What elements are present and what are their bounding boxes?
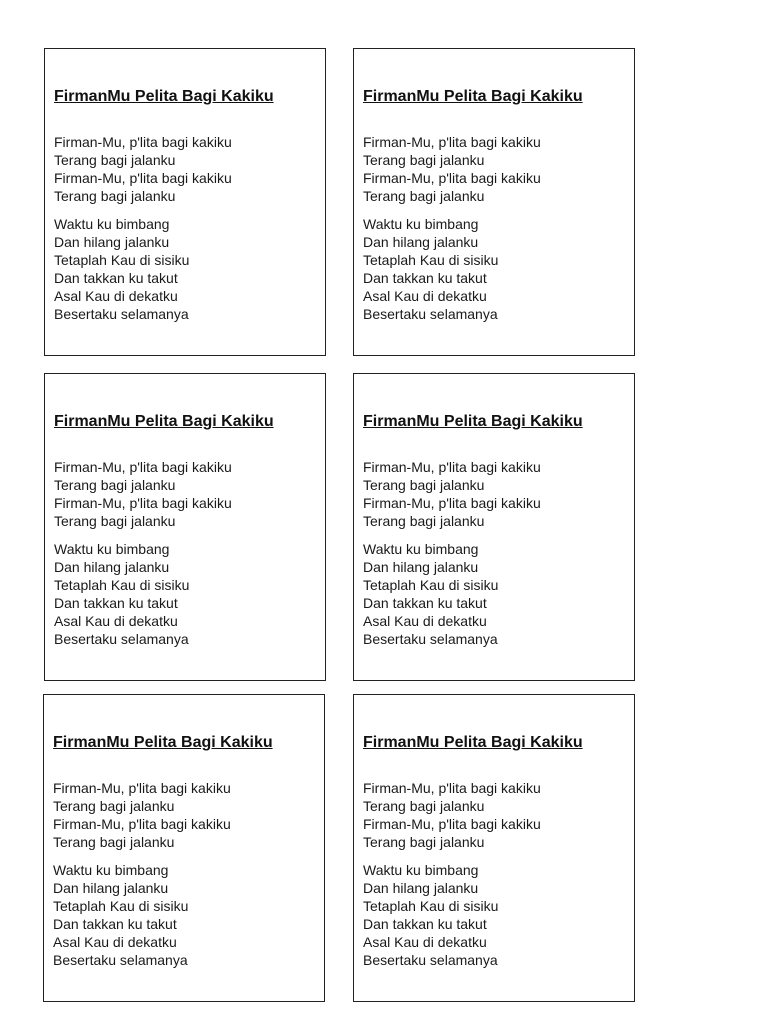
lyric-line: Firman-Mu, p'lita bagi kakiku bbox=[363, 459, 541, 475]
lyric-line: Dan takkan ku takut bbox=[54, 595, 178, 611]
lyric-line: Waktu ku bimbang bbox=[54, 541, 170, 557]
lyric-line: Asal Kau di dekatku bbox=[363, 613, 487, 629]
lyric-line: Terang bagi jalanku bbox=[54, 513, 176, 529]
lyric-line: Dan hilang jalanku bbox=[363, 559, 479, 575]
lyric-line: Waktu ku bimbang bbox=[54, 216, 170, 232]
lyric-line: Tetaplah Kau di sisiku bbox=[54, 577, 190, 593]
lyric-line: Dan hilang jalanku bbox=[54, 234, 170, 250]
stanza-2 bbox=[54, 215, 189, 323]
lyric-line: Firman-Mu, p'lita bagi kakiku bbox=[54, 459, 232, 475]
lyric-line: Dan hilang jalanku bbox=[54, 559, 170, 575]
song-title: FirmanMu Pelita Bagi Kakiku bbox=[363, 734, 583, 751]
lyric-line: Firman-Mu, p'lita bagi kakiku bbox=[363, 780, 541, 796]
stanza-2 bbox=[363, 540, 498, 648]
lyric-line: Besertaku selamanya bbox=[363, 631, 498, 647]
lyric-line: Terang bagi jalanku bbox=[363, 477, 485, 493]
stanza-2 bbox=[54, 540, 189, 648]
lyric-line: Terang bagi jalanku bbox=[363, 152, 485, 168]
lyric-line: Tetaplah Kau di sisiku bbox=[54, 252, 190, 268]
lyric-line: Waktu ku bimbang bbox=[363, 862, 479, 878]
lyric-line: Waktu ku bimbang bbox=[363, 216, 479, 232]
stanza-1 bbox=[363, 779, 541, 851]
stanza-1 bbox=[363, 133, 541, 205]
lyric-line: Terang bagi jalanku bbox=[363, 513, 485, 529]
lyric-line: Firman-Mu, p'lita bagi kakiku bbox=[363, 495, 541, 511]
lyric-line: Terang bagi jalanku bbox=[53, 798, 175, 814]
lyric-line: Tetaplah Kau di sisiku bbox=[363, 252, 499, 268]
lyric-card-3 bbox=[44, 373, 326, 681]
stanza-1 bbox=[363, 458, 541, 530]
lyric-line: Besertaku selamanya bbox=[363, 952, 498, 968]
lyric-line: Asal Kau di dekatku bbox=[54, 288, 178, 304]
lyric-line: Asal Kau di dekatku bbox=[53, 934, 177, 950]
lyric-line: Terang bagi jalanku bbox=[54, 477, 176, 493]
lyric-line: Tetaplah Kau di sisiku bbox=[363, 898, 499, 914]
lyric-line: Terang bagi jalanku bbox=[363, 834, 485, 850]
song-title: FirmanMu Pelita Bagi Kakiku bbox=[54, 88, 274, 105]
lyric-line: Dan hilang jalanku bbox=[363, 234, 479, 250]
lyric-card-4 bbox=[353, 373, 635, 681]
stanza-2 bbox=[363, 861, 498, 969]
lyric-line: Tetaplah Kau di sisiku bbox=[363, 577, 499, 593]
lyric-line: Terang bagi jalanku bbox=[54, 188, 176, 204]
lyric-line: Firman-Mu, p'lita bagi kakiku bbox=[54, 134, 232, 150]
lyric-line: Dan takkan ku takut bbox=[54, 270, 178, 286]
lyric-card-5 bbox=[43, 694, 325, 1002]
lyric-line: Firman-Mu, p'lita bagi kakiku bbox=[54, 170, 232, 186]
lyric-line: Dan takkan ku takut bbox=[363, 270, 487, 286]
lyric-line: Asal Kau di dekatku bbox=[363, 934, 487, 950]
lyric-line: Dan hilang jalanku bbox=[53, 880, 169, 896]
lyric-line: Firman-Mu, p'lita bagi kakiku bbox=[363, 816, 541, 832]
stanza-1 bbox=[54, 133, 232, 205]
lyric-line: Firman-Mu, p'lita bagi kakiku bbox=[363, 134, 541, 150]
lyric-line: Dan takkan ku takut bbox=[363, 595, 487, 611]
lyric-line: Firman-Mu, p'lita bagi kakiku bbox=[53, 816, 231, 832]
lyric-line: Tetaplah Kau di sisiku bbox=[53, 898, 189, 914]
stanza-2 bbox=[363, 215, 498, 323]
lyric-card-6 bbox=[353, 694, 635, 1002]
song-title: FirmanMu Pelita Bagi Kakiku bbox=[54, 413, 274, 430]
lyric-line: Firman-Mu, p'lita bagi kakiku bbox=[54, 495, 232, 511]
lyric-card-2 bbox=[353, 48, 635, 356]
stanza-1 bbox=[54, 458, 232, 530]
lyric-line: Besertaku selamanya bbox=[54, 306, 189, 322]
lyric-line: Terang bagi jalanku bbox=[53, 834, 175, 850]
lyric-line: Dan takkan ku takut bbox=[363, 916, 487, 932]
lyric-line: Besertaku selamanya bbox=[53, 952, 188, 968]
lyric-line: Asal Kau di dekatku bbox=[363, 288, 487, 304]
lyric-line: Waktu ku bimbang bbox=[53, 862, 169, 878]
stanza-2 bbox=[53, 861, 188, 969]
lyric-line: Dan hilang jalanku bbox=[363, 880, 479, 896]
song-title: FirmanMu Pelita Bagi Kakiku bbox=[53, 734, 273, 751]
lyric-line: Terang bagi jalanku bbox=[363, 188, 485, 204]
lyric-line: Terang bagi jalanku bbox=[54, 152, 176, 168]
lyric-line: Waktu ku bimbang bbox=[363, 541, 479, 557]
lyric-line: Besertaku selamanya bbox=[363, 306, 498, 322]
lyric-line: Firman-Mu, p'lita bagi kakiku bbox=[363, 170, 541, 186]
song-title: FirmanMu Pelita Bagi Kakiku bbox=[363, 88, 583, 105]
stanza-1 bbox=[53, 779, 231, 851]
lyric-line: Firman-Mu, p'lita bagi kakiku bbox=[53, 780, 231, 796]
song-title: FirmanMu Pelita Bagi Kakiku bbox=[363, 413, 583, 430]
lyric-line: Terang bagi jalanku bbox=[363, 798, 485, 814]
lyric-card-1 bbox=[44, 48, 326, 356]
lyric-line: Besertaku selamanya bbox=[54, 631, 189, 647]
lyric-line: Dan takkan ku takut bbox=[53, 916, 177, 932]
lyric-line: Asal Kau di dekatku bbox=[54, 613, 178, 629]
